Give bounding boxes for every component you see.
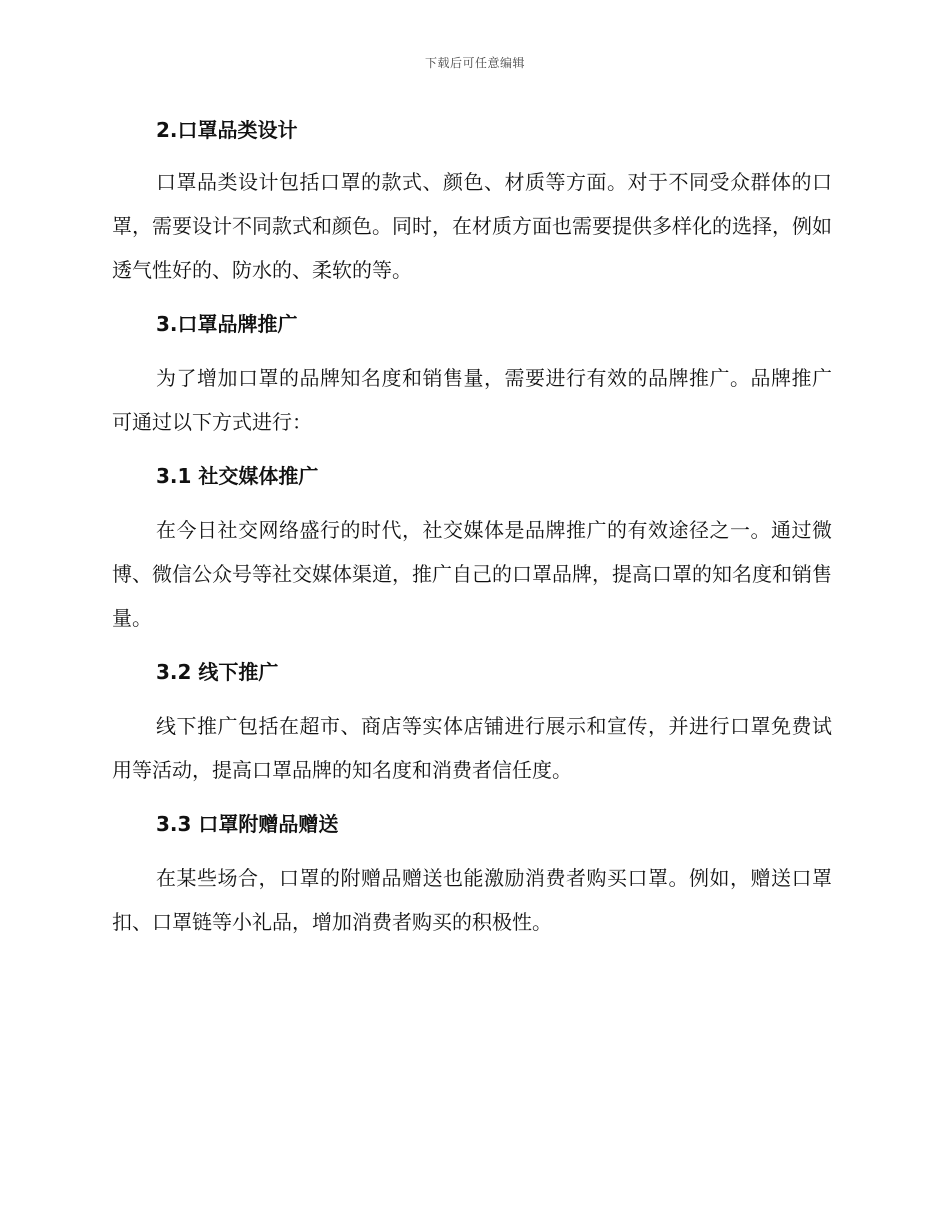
section-heading-gifts: 3.3 口罩附赠品赠送 <box>156 812 339 836</box>
section-heading-social-media: 3.1 社交媒体推广 <box>156 464 319 488</box>
section-paragraph-offline: 线下推广包括在超市、商店等实体店铺进行展示和宣传，并进行口罩免费试用等活动，提高口罩品牌的知名度和消费者信任度。 <box>112 714 832 782</box>
section-heading-brand-promotion: 3.口罩品牌推广 <box>156 312 298 336</box>
section-heading-design: 2.口罩品类设计 <box>156 118 298 142</box>
section-paragraph-design: 口罩品类设计包括口罩的款式、颜色、材质等方面。对于不同受众群体的口罩，需要设计不同款式和颜色。同时，在材质方面也需要提供多样化的选择，例如透气性好的、防水的、柔软的等。 <box>112 170 832 282</box>
document-body <box>112 112 832 944</box>
section-heading-offline: 3.2 线下推广 <box>156 660 279 684</box>
section-paragraph-brand-promotion: 为了增加口罩的品牌知名度和销售量，需要进行有效的品牌推广。品牌推广可通过以下方式进行： <box>112 366 832 434</box>
section-paragraph-social-media: 在今日社交网络盛行的时代，社交媒体是品牌推广的有效途径之一。通过微博、微信公众号等社交媒体渠道，推广自己的口罩品牌，提高口罩的知名度和销售量。 <box>112 518 832 630</box>
page-header: 下载后可任意编辑 <box>424 56 525 70</box>
section-paragraph-gifts: 在某些场合，口罩的附赠品赠送也能激励消费者购买口罩。例如，赠送口罩扣、口罩链等小礼品，增加消费者购买的积极性。 <box>112 866 832 934</box>
